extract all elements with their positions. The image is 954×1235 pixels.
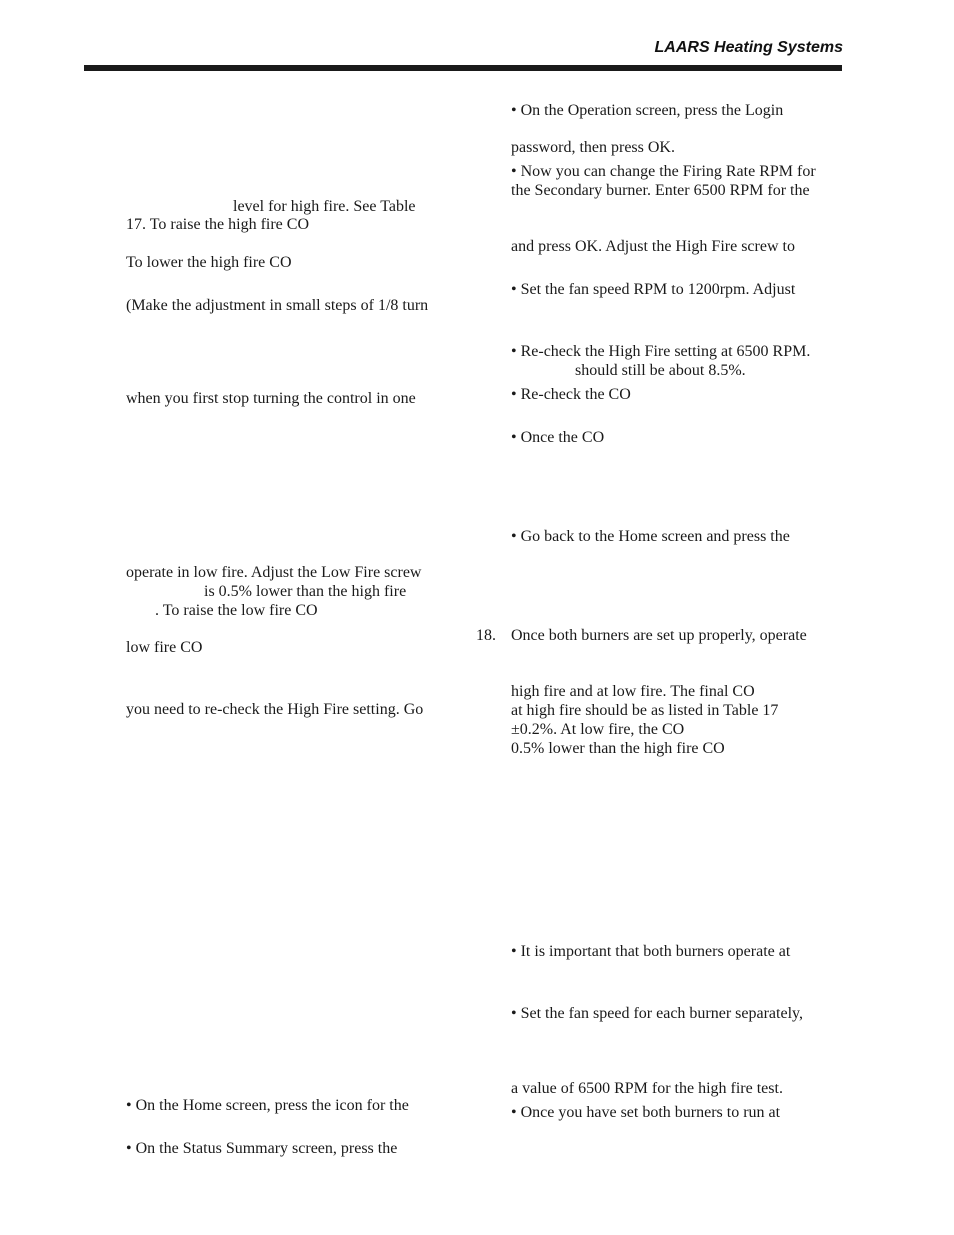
text-line: should still be about 8.5%. [575,362,746,379]
bullet-item: • Once the CO [511,429,605,446]
text-line: 17. To raise the high fire CO [126,216,309,233]
bullet-item: • Re-check the High Fire setting at 6500 RPM. [511,343,811,360]
bullet-item: • Go back to the Home screen and press the [511,528,790,545]
text-line: and press OK. Adjust the High Fire screw to [511,238,795,255]
bullet-item: • On the Home screen, press the icon for the [126,1097,409,1114]
text-line: To lower the high fire CO [126,254,292,271]
text-line: at high fire should be as listed in Table 17 [511,702,779,719]
text-line: password, then press OK. [511,139,675,156]
header-rule [84,65,842,71]
bullet-item: • Once you have set both burners to run at [511,1104,781,1121]
text-line: ±0.2%. At low fire, the CO [511,721,685,738]
bullet-item: • On the Operation screen, press the Login [511,102,784,119]
text-line: you need to re-check the High Fire setting. Go [126,701,424,718]
text-line: level for high fire. See Table [233,198,416,215]
text-line: (Make the adjustment in small steps of 1/8 turn [126,297,429,314]
text-line: operate in low fire. Adjust the Low Fire screw [126,564,422,581]
text-line: 0.5% lower than the high fire CO [511,740,725,757]
bullet-item: • Set the fan speed RPM to 1200rpm. Adjust [511,281,796,298]
bullet-item: • Re-check the CO [511,386,631,403]
bullet-item: • On the Status Summary screen, press the [126,1140,398,1157]
text-line: is 0.5% lower than the high fire [204,583,407,600]
bullet-item: • Now you can change the Firing Rate RPM for [511,163,816,180]
bullet-item: • Set the fan speed for each burner separately, [511,1005,803,1022]
text-line: the Secondary burner. Enter 6500 RPM for the [511,182,810,199]
text-line: a value of 6500 RPM for the high fire test. [511,1080,783,1097]
step-number: 18. [476,627,496,644]
text-line: Once both burners are set up properly, operate [511,627,807,644]
text-line: high fire and at low fire. The final CO [511,683,755,700]
text-line: . To raise the low fire CO [155,602,318,619]
bullet-item: • It is important that both burners operate at [511,943,791,960]
text-line: when you first stop turning the control in one [126,390,416,407]
text-line: low fire CO [126,639,203,656]
page-header-title: LAARS Heating Systems [654,39,843,56]
